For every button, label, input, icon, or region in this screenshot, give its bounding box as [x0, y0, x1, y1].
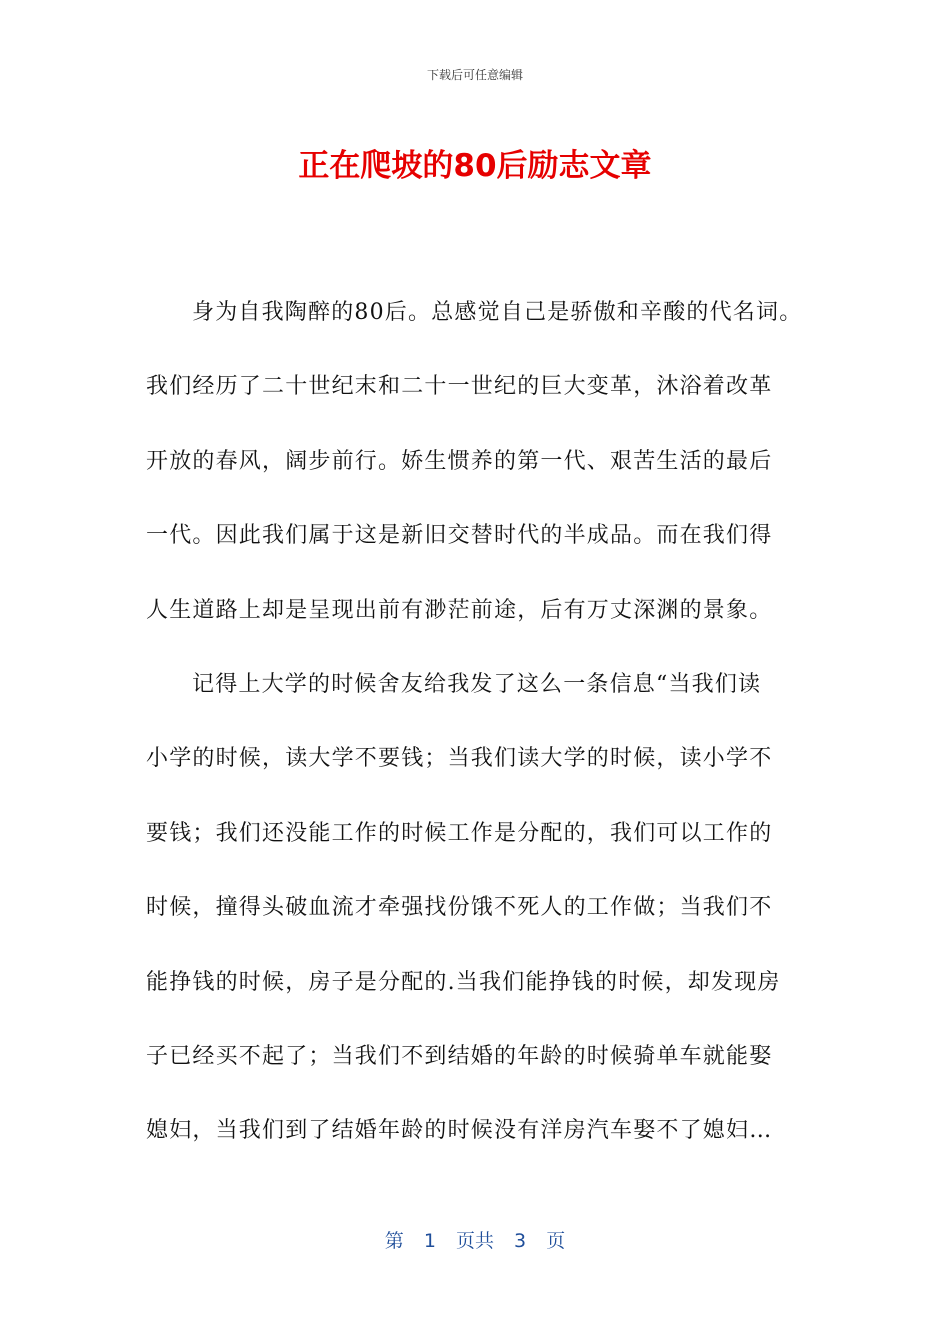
- document-body: [146, 276, 818, 1169]
- paragraph-2-line-2: 小学的时候，读大学不要钱；当我们读大学的时候，读小学不: [146, 746, 773, 772]
- paragraph-2-line-3: 要钱；我们还没能工作的时候工作是分配的，我们可以工作的: [146, 820, 773, 846]
- document-title: 正在爬坡的80后励志文章: [298, 148, 652, 184]
- paragraph-1-line-5: 人生道路上却是呈现出前有渺茫前途，后有万丈深渊的景象。: [146, 597, 773, 623]
- footer-page-number: 1: [423, 1230, 436, 1252]
- paragraph-2-line-5: 能挣钱的时候，房子是分配的.当我们能挣钱的时候，却发现房: [146, 969, 781, 995]
- paragraph-2-line-7: 媳妇，当我们到了结婚年龄的时候没有洋房汽车娶不了媳妇…: [146, 1118, 773, 1144]
- footer-total-pages: 3: [514, 1230, 527, 1252]
- paragraph-2-line-6: 子已经买不起了；当我们不到结婚的年龄的时候骑单车就能娶: [146, 1043, 773, 1069]
- paragraph-2-line-1: 记得上大学的时候舍友给我发了这么一条信息“当我们读: [192, 671, 762, 697]
- paragraph-1-line-3: 开放的春风，阔步前行。娇生惯养的第一代、艰苦生活的最后: [146, 448, 773, 474]
- footer-prefix: 第: [384, 1230, 404, 1252]
- footer-middle: 页共: [455, 1230, 494, 1252]
- footer-suffix: 页: [546, 1230, 566, 1252]
- paragraph-1-line-4: 一代。因此我们属于这是新旧交替时代的半成品。而在我们得: [146, 523, 773, 549]
- header-note: 下载后可任意编辑: [426, 68, 523, 82]
- paragraph-1-line-2: 我们经历了二十世纪末和二十一世纪的巨大变革，沐浴着改革: [146, 374, 773, 400]
- page-footer: [0, 1226, 950, 1253]
- paragraph-1-line-1: 身为自我陶醉的80后。总感觉自己是骄傲和辛酸的代名词。: [192, 300, 803, 325]
- paragraph-2-line-4: 时候，撞得头破血流才牵强找份饿不死人的工作做；当我们不: [146, 895, 773, 921]
